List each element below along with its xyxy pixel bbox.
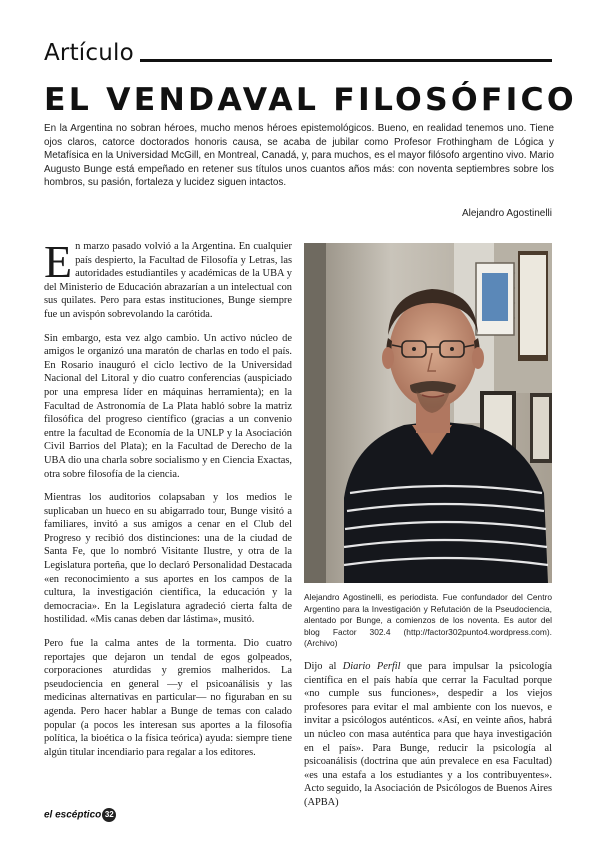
drop-cap: E (44, 240, 73, 287)
page-number-badge: 32 (102, 808, 116, 822)
body-column-left (44, 240, 292, 820)
paragraph-5-lead: Dijo al (304, 661, 343, 672)
paragraph-5 (304, 660, 552, 810)
portrait-photo (304, 243, 552, 583)
section-rule (140, 59, 552, 62)
paragraph-3: Mientras los auditorios colapsaban y los medios le suplicaban un hueco en su abigarrado tour, Bunge visitó a familiares, invitó a sus amigos a cenar en el Club del Progreso y recibió dos distinciones: una de la ciudad de Santa Fe, que lo nombró Visitante Ilustre, y otra de la Legislatura porteña, que lo declaró Personalidad Destacada «en reconocimiento a sus aportes en los campos de la cultura, la investigación científica, la educación y la democracia». En la Legislatura agradeció cierta falta de hostilidad. «Mis canas deben dar lástima», musitó. (44, 492, 292, 626)
paragraph-1 (44, 240, 292, 322)
paragraph-2: Sin embargo, esta vez algo cambio. Un activo núcleo de amigos le organizó una maratón de charlas en todo el país. En Rosario inauguró el ciclo lectivo de la Universidad Nacional del Litoral y dio cuatro conferencias (auspiciado por una empresa líder en máquinas herramienta); en la Facultad de Astronomía de La Plata habló sobre la matriz filosófica del progreso científico (gracias a un convenio entre la facultad de Economía de la UNLP y la Asociación Civil Barrios del Plata); en la Facultad de Derecho de la UBA dio una charla sobre socialismo y en Ciencia Exactas, otra sobre filosofía de la ciencia. (44, 332, 292, 480)
section-header (44, 40, 552, 70)
article-lede: En la Argentina no sobran héroes, mucho menos héroes epistemológicos. Bueno, en realidad tenemos uno. Tiene ojos claros, catorce doctorados honoris causa, se acaba de jubilar como Profesor Frothingham de Lógica y Metafísica en la Universidad McGill, en Montreal, Canadá, y, para muchos, es el mayor filósofo argentino vivo. Mario Augusto Bunge está empeñado en retener sus títulos unos cuantos años más: con noventa septiembres sobre los hombros, su pasión, fortaleza y lucidez siguen intactos. (44, 123, 554, 189)
newspaper-name: Diario Perfil (342, 661, 401, 672)
paragraph-4: Pero fue la calma antes de la tormenta. Dio cuatro reportajes que dejaron un tendal de egos golpeados, corporaciones aturdidas y gremios malheridos. La pseudociencia en general —y el psicoanálisis y las medicinas alternativas en particular— no figuraban en su agenda. Pero hacer hablar a Bunge de temas con calado popular (a pocos les interesan sus aportes a la filosofía política, la bioética o la física teórica) ayuda: siempre tiene algún titular incendiario para regalar a los editores. (44, 638, 292, 758)
portrait-illustration (304, 243, 552, 583)
article-author: Alejandro Agostinelli (461, 208, 552, 219)
section-label: Artículo (44, 40, 134, 66)
body-column-right (304, 660, 552, 810)
magazine-name: el escéptico (44, 809, 102, 821)
photo-caption: Alejandro Agostinelli, es periodista. Fue confundador del Centro Argentino para la Investigación y Refutación de la Pseudociencia, alentado por Bunge, a comienzos de los noventa. Es autor del blog Factor 302.4 (http://factor302punto4.wordpress.com). (Archivo) (304, 592, 552, 649)
page-footer (44, 808, 116, 822)
paragraph-5-text: que para impulsar la psicología científica en el país había que cerrar la Facultad porque «no cumple sus funciones», despedir a los viejos profesores para evitar el mal ambiente con los nuevos, e invitar a psicólogos auténticos. «Así, en veinte años, habrá un núcleo con masa auténtica para que haya investigación en el país». Para Bunge, reducir la psicología al psicoanálisis (doctrina que aún prevalece en esa Facultad) «es una estafa a los estudiantes y a los contribuyentes». Acto seguido, la Asociación de Psicólogos de Buenos Aires (APBA) (304, 661, 552, 808)
paragraph-1-text: n marzo pasado volvió a la Argentina. En cualquier país despierto, la Facultad de Filosofía y Letras, las autoridades estudiantiles y académicas de la UBA y del Ministerio de Educación abrazarían a un intelectual con sus quilates. Pero para estas instituciones, Bunge siempre fue un avispón sobrevolando la carótida. (44, 241, 292, 320)
article-title: EL VENDAVAL FILOSÓFICO (44, 82, 577, 118)
